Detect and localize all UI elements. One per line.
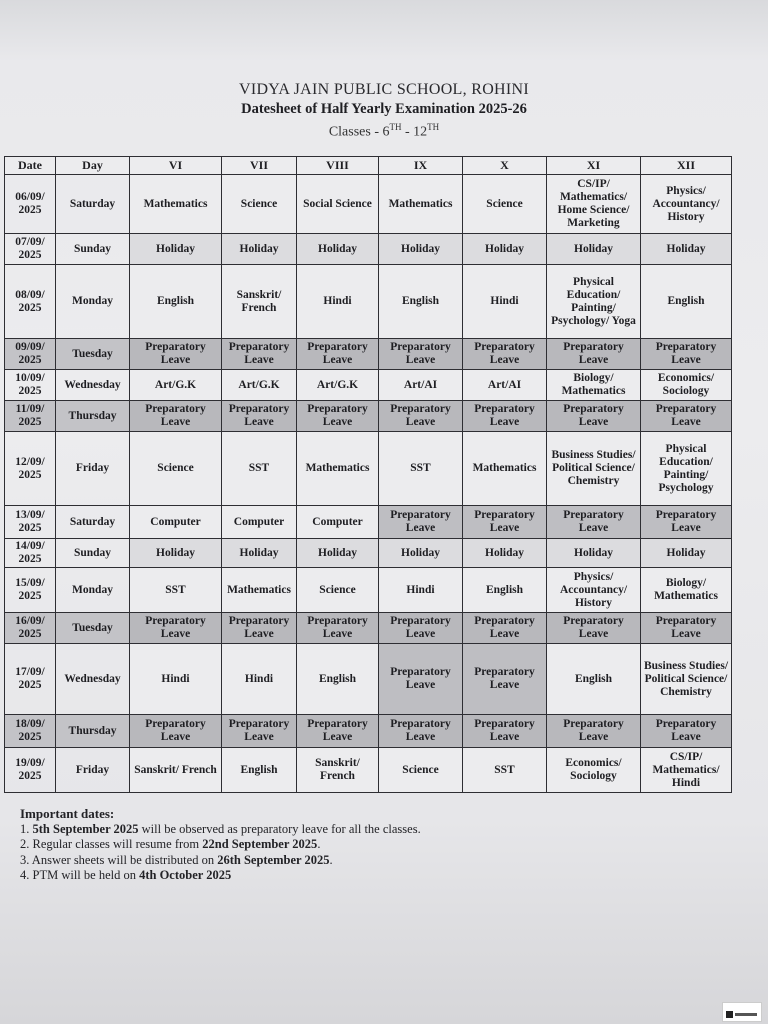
subject-cell: Preparatory Leave <box>130 613 222 644</box>
column-header: VI <box>130 157 222 175</box>
subject-cell: Preparatory Leave <box>379 613 463 644</box>
subject-cell: Business Studies/ Political Science/ Chemistry <box>641 644 732 715</box>
date-cell: 06/09/ 2025 <box>5 175 56 234</box>
subject-cell: Business Studies/ Political Science/ Chemistry <box>547 432 641 506</box>
subject-cell: Preparatory Leave <box>547 506 641 539</box>
subject-cell: Holiday <box>463 234 547 265</box>
school-name: VIDYA JAIN PUBLIC SCHOOL, ROHINI <box>238 81 530 98</box>
subject-cell: Preparatory Leave <box>463 613 547 644</box>
table-row <box>5 506 732 539</box>
day-cell: Thursday <box>56 401 130 432</box>
subject-cell: Biology/ Mathematics <box>641 568 732 613</box>
date-cell: 09/09/ 2025 <box>5 339 56 370</box>
date-cell: 11/09/ 2025 <box>5 401 56 432</box>
subject-cell: Preparatory Leave <box>379 715 463 748</box>
subject-cell: English <box>547 644 641 715</box>
subject-cell: Preparatory Leave <box>463 506 547 539</box>
subject-cell: Mathematics <box>379 175 463 234</box>
subject-cell: SST <box>130 568 222 613</box>
day-cell: Monday <box>56 568 130 613</box>
table-row <box>5 234 732 265</box>
day-cell: Tuesday <box>56 339 130 370</box>
subject-cell: Preparatory Leave <box>222 613 297 644</box>
subject-cell: English <box>130 265 222 339</box>
subject-cell: SST <box>222 432 297 506</box>
subject-cell: Art/AI <box>463 370 547 401</box>
subject-cell: Hindi <box>379 568 463 613</box>
table-row <box>5 339 732 370</box>
subject-cell: Preparatory Leave <box>463 339 547 370</box>
important-date-item: 1. 5th September 2025 will be observed as preparatory leave for all the classes. <box>20 821 421 836</box>
subject-cell: Holiday <box>463 539 547 568</box>
subject-cell: Preparatory Leave <box>379 401 463 432</box>
subject-cell: CS/IP/ Mathematics/ Hindi <box>641 748 732 793</box>
day-cell: Saturday <box>56 175 130 234</box>
date-cell: 10/09/ 2025 <box>5 370 56 401</box>
table-row <box>5 401 732 432</box>
subject-cell: Art/G.K <box>130 370 222 401</box>
subject-cell: Computer <box>222 506 297 539</box>
date-cell: 07/09/ 2025 <box>5 234 56 265</box>
table-row <box>5 370 732 401</box>
subject-cell: Preparatory Leave <box>641 339 732 370</box>
subject-cell: Science <box>463 175 547 234</box>
subject-cell: Art/AI <box>379 370 463 401</box>
subject-cell: Computer <box>130 506 222 539</box>
important-dates-title: Important dates: <box>20 806 115 821</box>
subject-cell: Preparatory Leave <box>222 715 297 748</box>
date-cell: 12/09/ 2025 <box>5 432 56 506</box>
date-cell: 13/09/ 2025 <box>5 506 56 539</box>
table-row <box>5 613 732 644</box>
subject-cell: Preparatory Leave <box>547 339 641 370</box>
subject-cell: Mathematics <box>222 568 297 613</box>
subject-cell: Sanskrit/ French <box>297 748 379 793</box>
subject-cell: Art/G.K <box>222 370 297 401</box>
subject-cell: Biology/ Mathematics <box>547 370 641 401</box>
subject-cell: CS/IP/ Mathematics/ Home Science/ Marketing <box>547 175 641 234</box>
subject-cell: Mathematics <box>130 175 222 234</box>
exam-datesheet-table <box>4 156 732 793</box>
day-cell: Wednesday <box>56 644 130 715</box>
table-row <box>5 175 732 234</box>
column-header: IX <box>379 157 463 175</box>
column-header: XI <box>547 157 641 175</box>
subject-cell: English <box>379 265 463 339</box>
table-row <box>5 715 732 748</box>
subject-cell: Hindi <box>222 644 297 715</box>
subject-cell: Holiday <box>379 539 463 568</box>
day-cell: Saturday <box>56 506 130 539</box>
subject-cell: Sanskrit/ French <box>222 265 297 339</box>
day-cell: Sunday <box>56 234 130 265</box>
subject-cell: Holiday <box>297 539 379 568</box>
column-header: Date <box>5 157 56 175</box>
subject-cell: Holiday <box>641 234 732 265</box>
subject-cell: Science <box>379 748 463 793</box>
subject-cell: Preparatory Leave <box>297 401 379 432</box>
date-cell: 15/09/ 2025 <box>5 568 56 613</box>
subject-cell: Science <box>222 175 297 234</box>
subject-cell: Hindi <box>297 265 379 339</box>
table-row <box>5 748 732 793</box>
subject-cell: Preparatory Leave <box>641 401 732 432</box>
table-body <box>5 175 732 793</box>
important-date-item: 3. Answer sheets will be distributed on 26th September 2025. <box>20 852 333 867</box>
table-row <box>5 568 732 613</box>
subject-cell: Science <box>130 432 222 506</box>
subject-cell: English <box>463 568 547 613</box>
subject-cell: Holiday <box>641 539 732 568</box>
subject-cell: Holiday <box>547 539 641 568</box>
subject-cell: Preparatory Leave <box>130 401 222 432</box>
subject-cell: Physical Education/ Painting/ Psychology/ Yoga <box>547 265 641 339</box>
subject-cell: Preparatory Leave <box>297 339 379 370</box>
scanner-logo <box>722 1002 762 1022</box>
subject-cell: Physics/ Accountancy/ History <box>547 568 641 613</box>
subject-cell: Preparatory Leave <box>130 715 222 748</box>
subject-cell: Preparatory Leave <box>222 401 297 432</box>
subject-cell: Preparatory Leave <box>222 339 297 370</box>
important-dates-list <box>20 822 421 884</box>
subject-cell: Preparatory Leave <box>547 401 641 432</box>
subject-cell: Preparatory Leave <box>547 613 641 644</box>
subject-cell: English <box>641 265 732 339</box>
important-date-item: 2. Regular classes will resume from 22nd September 2025. <box>20 837 321 851</box>
date-cell: 19/09/ 2025 <box>5 748 56 793</box>
day-cell: Friday <box>56 748 130 793</box>
column-header: Day <box>56 157 130 175</box>
important-date-item: 4. PTM will be held on 4th October 2025 <box>20 868 232 882</box>
day-cell: Friday <box>56 432 130 506</box>
day-cell: Wednesday <box>56 370 130 401</box>
column-header: VII <box>222 157 297 175</box>
column-header: VIII <box>297 157 379 175</box>
subject-cell: Social Science <box>297 175 379 234</box>
subject-cell: Preparatory Leave <box>641 715 732 748</box>
important-dates <box>20 806 421 884</box>
subject-cell: Holiday <box>222 539 297 568</box>
subject-cell: Holiday <box>297 234 379 265</box>
subject-cell: Preparatory Leave <box>463 715 547 748</box>
date-cell: 14/09/ 2025 <box>5 539 56 568</box>
day-cell: Tuesday <box>56 613 130 644</box>
subject-cell: Hindi <box>463 265 547 339</box>
table-row <box>5 432 732 506</box>
subject-cell: Art/G.K <box>297 370 379 401</box>
subject-cell: Science <box>297 568 379 613</box>
table-row <box>5 644 732 715</box>
subject-cell: Holiday <box>130 234 222 265</box>
column-header: X <box>463 157 547 175</box>
subject-cell: Physical Education/ Painting/ Psychology <box>641 432 732 506</box>
subject-cell: Sanskrit/ French <box>130 748 222 793</box>
subject-cell: Economics/ Sociology <box>641 370 732 401</box>
subject-cell: Mathematics <box>297 432 379 506</box>
document-header <box>0 80 768 142</box>
subject-cell: Hindi <box>130 644 222 715</box>
subject-cell: Holiday <box>222 234 297 265</box>
datesheet-title: Datesheet of Half Yearly Examination 2025-26 <box>241 101 527 117</box>
subject-cell: Preparatory Leave <box>130 339 222 370</box>
subject-cell: SST <box>463 748 547 793</box>
subject-cell: Holiday <box>379 234 463 265</box>
subject-cell: Preparatory Leave <box>641 613 732 644</box>
subject-cell: Preparatory Leave <box>463 401 547 432</box>
subject-cell: Preparatory Leave <box>379 644 463 715</box>
subject-cell: Mathematics <box>463 432 547 506</box>
date-cell: 18/09/ 2025 <box>5 715 56 748</box>
date-cell: 17/09/ 2025 <box>5 644 56 715</box>
subject-cell: English <box>222 748 297 793</box>
subject-cell: Preparatory Leave <box>379 506 463 539</box>
column-header: XII <box>641 157 732 175</box>
subject-cell: English <box>297 644 379 715</box>
classes-range: Classes - 6TH - 12TH <box>328 122 440 140</box>
subject-cell: Computer <box>297 506 379 539</box>
table-header-row <box>5 157 732 175</box>
day-cell: Thursday <box>56 715 130 748</box>
date-cell: 08/09/ 2025 <box>5 265 56 339</box>
subject-cell: SST <box>379 432 463 506</box>
subject-cell: Preparatory Leave <box>463 644 547 715</box>
table-row <box>5 265 732 339</box>
subject-cell: Preparatory Leave <box>379 339 463 370</box>
subject-cell: Holiday <box>547 234 641 265</box>
day-cell: Monday <box>56 265 130 339</box>
subject-cell: Preparatory Leave <box>297 613 379 644</box>
subject-cell: Holiday <box>130 539 222 568</box>
subject-cell: Economics/ Sociology <box>547 748 641 793</box>
subject-cell: Preparatory Leave <box>547 715 641 748</box>
table-row <box>5 539 732 568</box>
subject-cell: Preparatory Leave <box>641 506 732 539</box>
date-cell: 16/09/ 2025 <box>5 613 56 644</box>
subject-cell: Preparatory Leave <box>297 715 379 748</box>
day-cell: Sunday <box>56 539 130 568</box>
subject-cell: Physics/ Accountancy/ History <box>641 175 732 234</box>
